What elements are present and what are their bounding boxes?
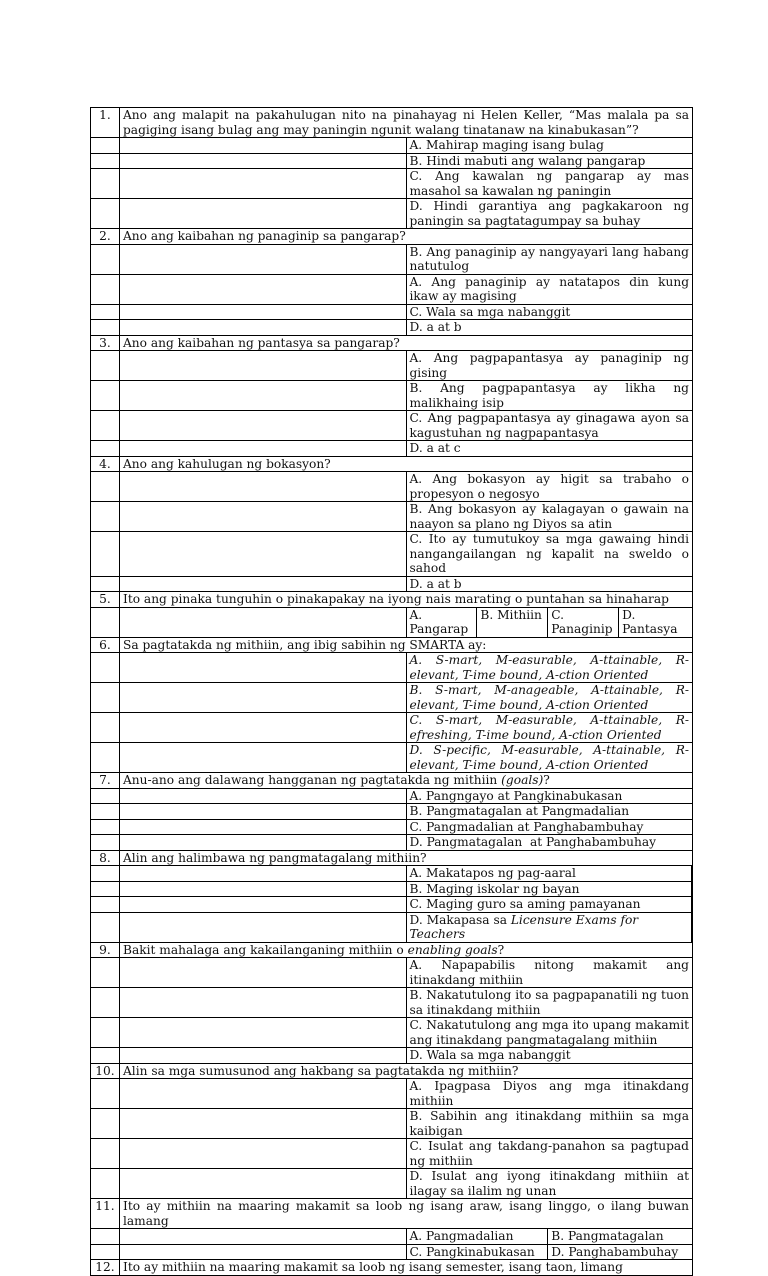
option-a: A. Ipagpasa Diyos ang mga itinakdang mithiin — [406, 1079, 693, 1109]
option-d: D. Panghabambuhay — [547, 1245, 689, 1260]
option-d — [406, 743, 693, 773]
option-b: B. Sabihin ang itinakdang mithiin sa mga kaibigan — [406, 1109, 693, 1139]
option-row — [91, 274, 693, 304]
answer-blank[interactable] — [120, 988, 407, 1018]
question-number: 9. — [91, 942, 120, 958]
answer-blank[interactable] — [120, 244, 407, 274]
question-stem: Ito ay mithiin na maaring makamit sa loob ng isang semester, isang taon, limang — [120, 1260, 693, 1276]
option-c: C. Ang kawalan ng pangarap ay mas masahol sa kawalan ng paningin — [406, 169, 693, 199]
option-row — [91, 381, 693, 411]
question-row — [91, 592, 693, 608]
question-row — [91, 456, 693, 472]
stem-text: Bakit mahalaga ang kakailanganing mithiin o — [123, 942, 408, 957]
option-row — [91, 1139, 693, 1169]
question-row — [91, 335, 693, 351]
option-row — [91, 958, 693, 988]
option-c: C. Wala sa mga nabanggit — [406, 304, 693, 320]
option-d: D. Hindi garantiya ang pagkakaroon ng paningin sa pagtatagumpay sa buhay — [406, 199, 693, 229]
option-row — [91, 866, 693, 882]
option-row — [91, 320, 693, 336]
answer-blank[interactable] — [120, 304, 407, 320]
question-number: 2. — [91, 229, 120, 245]
question-stem: Ano ang kahulugan ng bokasyon? — [120, 456, 693, 472]
question-stem: Sa pagtatakda ng mithiin, ang ibig sabihin ng SMARTA ay: — [120, 637, 693, 653]
answer-blank[interactable] — [120, 320, 407, 336]
option-b: B. Nakatutulong ito sa pagpapanatili ng tuon sa itinakdang mithiin — [406, 988, 693, 1018]
answer-blank[interactable] — [120, 881, 407, 897]
answer-blank[interactable] — [120, 743, 407, 773]
question-row — [91, 1260, 693, 1276]
question-stem — [120, 773, 693, 789]
option-row — [91, 138, 693, 154]
answer-blank[interactable] — [120, 381, 407, 411]
option-c: C. Pangmadalian at Panghabambuhay — [406, 819, 693, 835]
option-row — [91, 153, 693, 169]
option-row — [91, 653, 693, 683]
option-a: A. Napapabilis nitong makamit ang itinakdang mithiin — [406, 958, 693, 988]
answer-blank[interactable] — [120, 1048, 407, 1064]
question-row — [91, 1063, 693, 1079]
question-number: 3. — [91, 335, 120, 351]
option-row — [91, 1244, 693, 1260]
option-b: B. Ang panaginip ay nangyayari lang habang natutulog — [406, 244, 693, 274]
option-c — [406, 713, 693, 743]
answer-blank[interactable] — [120, 351, 407, 381]
option-b-text: B. Maging iskolar ng bayan — [407, 882, 693, 897]
option-row — [91, 881, 693, 897]
option-a — [406, 653, 693, 683]
inline-options — [406, 607, 693, 637]
question-row — [91, 637, 693, 653]
option-a: A. Pangarap — [409, 607, 469, 636]
question-stem: Ano ang malapit na pakahulugan nito na pinahayag ni Helen Keller, “Mas malala pa sa pagiging isang bulag ang may paningin ngunit walang tinatanaw na kinabukasan”? — [120, 108, 693, 138]
answer-blank[interactable] — [120, 683, 407, 713]
option-row — [91, 441, 693, 457]
answer-blank[interactable] — [120, 819, 407, 835]
stem-end: ? — [497, 942, 505, 957]
option-c: C. Isulat ang takdang-panahon sa pagtupad ng mithiin — [406, 1139, 693, 1169]
question-number: 10. — [91, 1063, 120, 1079]
answer-blank[interactable] — [120, 199, 407, 229]
answer-blank[interactable] — [120, 804, 407, 820]
option-row — [91, 304, 693, 320]
option-a-text: A. S-mart, M-easurable, A-ttainable, R-elevant, T-ime bound, A-ction Oriented — [409, 653, 689, 682]
option-a: A. Mahirap maging isang bulag — [406, 138, 693, 154]
option-c-text: C. Maging guro sa aming pamayanan — [407, 897, 693, 912]
question-stem: Ito ay mithiin na maaring makamit sa loob ng isang araw, isang linggo, o ilang buwan lamang — [120, 1199, 693, 1229]
option-b: B. Mithiin — [476, 608, 547, 637]
answer-blank[interactable] — [120, 1139, 407, 1169]
answer-blank[interactable] — [120, 835, 407, 851]
stem-italic: enabling goals — [407, 942, 498, 957]
answer-blank[interactable] — [120, 958, 407, 988]
question-row — [91, 1199, 693, 1229]
option-d-text: D. S-pecific, M-easurable, A-ttainable, R-elevant, T-ime bound, A-ction Oriented — [409, 743, 689, 772]
option-row — [91, 897, 693, 913]
question-number: 12. — [91, 1260, 120, 1276]
option-row — [91, 1169, 693, 1199]
option-row — [91, 199, 693, 229]
question-number: 6. — [91, 637, 120, 653]
question-number: 1. — [91, 108, 120, 138]
option-d: D. Pangmatagalan at Panghabambuhay — [406, 835, 693, 851]
option-c-text: C. S-mart, M-easurable, A-ttainable, R-efreshing, T-ime bound, A-ction Oriented — [409, 713, 689, 742]
question-stem: Alin sa mga sumusunod ang hakbang sa pagtatakda ng mithiin? — [120, 1063, 693, 1079]
option-b — [406, 683, 693, 713]
option-d: D. Pantasya — [618, 608, 689, 637]
answer-blank[interactable] — [120, 576, 407, 592]
option-row — [91, 411, 693, 441]
question-number: 4. — [91, 456, 120, 472]
stem-end: ? — [543, 773, 550, 787]
option-b: B. Ang pagpapantasya ay likha ng malikhaing isip — [406, 381, 693, 411]
option-row — [91, 683, 693, 713]
option-d: D. a at b — [406, 576, 693, 592]
stem-italic: (goals) — [501, 773, 544, 787]
answer-blank[interactable] — [120, 274, 407, 304]
answer-blank[interactable] — [120, 653, 407, 683]
answer-blank[interactable] — [120, 138, 407, 154]
option-d: D. a at c — [406, 441, 693, 457]
option-row — [91, 1079, 693, 1109]
option-row — [91, 835, 693, 851]
question-row — [91, 942, 693, 958]
option-row — [91, 1109, 693, 1139]
option-c: C. Ito ay tumutukoy sa mga gawaing hindi nangangailangan ng kapalit na sweldo o sahod — [406, 532, 693, 577]
option-row — [91, 502, 693, 532]
option-row — [91, 912, 693, 942]
option-row — [91, 788, 693, 804]
question-stem — [120, 942, 693, 958]
answer-blank[interactable] — [120, 169, 407, 199]
option-row — [91, 819, 693, 835]
option-row — [91, 1048, 693, 1064]
option-b: B. Hindi mabuti ang walang pangarap — [406, 153, 693, 169]
question-row — [91, 850, 693, 866]
answer-blank[interactable] — [120, 1244, 407, 1260]
option-row — [91, 988, 693, 1018]
paired-options — [406, 1229, 693, 1245]
option-a: A. Pangngayo at Pangkinabukasan — [406, 788, 693, 804]
answer-blank[interactable] — [120, 1079, 407, 1109]
option-b — [406, 881, 693, 897]
option-a: A. Pangmadalian — [409, 1229, 514, 1243]
option-d: D. Wala sa mga nabanggit — [406, 1048, 693, 1064]
answer-blank[interactable] — [120, 502, 407, 532]
option-b: B. Pangmatagalan at Pangmadalian — [406, 804, 693, 820]
option-d-text — [407, 913, 693, 942]
option-a: A. Ang bokasyon ay higit sa trabaho o propesyon o negosyo — [406, 472, 693, 502]
option-d: D. a at b — [406, 320, 693, 336]
option-b: B. Pangmatagalan — [547, 1229, 689, 1244]
option-b: B. Ang bokasyon ay kalagayan o gawain na naayon sa plano ng Diyos sa atin — [406, 502, 693, 532]
answer-blank[interactable] — [120, 1018, 407, 1048]
answer-blank[interactable] — [120, 897, 407, 913]
quiz-sheet — [90, 107, 693, 1276]
option-row — [91, 804, 693, 820]
option-row — [91, 351, 693, 381]
question-number: 11. — [91, 1199, 120, 1229]
quiz-table — [90, 107, 693, 1276]
answer-blank[interactable] — [120, 411, 407, 441]
answer-blank[interactable] — [120, 153, 407, 169]
paired-options — [406, 1244, 693, 1260]
answer-blank[interactable] — [120, 472, 407, 502]
answer-blank[interactable] — [120, 788, 407, 804]
answer-blank[interactable] — [120, 1229, 407, 1245]
option-row — [91, 472, 693, 502]
option-row — [91, 1229, 693, 1245]
option-row — [91, 713, 693, 743]
option-row — [91, 244, 693, 274]
option-c: C. Panaginip — [547, 608, 618, 637]
question-stem: Ano ang kaibahan ng panaginip sa pangarap? — [120, 229, 693, 245]
option-c: C. Ang pagpapantasya ay ginagawa ayon sa kagustuhan ng nagpapantasya — [406, 411, 693, 441]
stem-text: Anu-ano ang dalawang hangganan ng pagtatakda ng mithiin — [123, 773, 502, 787]
option-a-text: A. Makatapos ng pag-aaral — [407, 866, 693, 881]
question-row — [91, 108, 693, 138]
answer-blank[interactable] — [120, 1169, 407, 1199]
question-number: 5. — [91, 592, 120, 608]
answer-blank[interactable] — [120, 532, 407, 577]
answer-blank[interactable] — [120, 1109, 407, 1139]
answer-blank[interactable] — [120, 912, 407, 942]
option-d: D. Isulat ang iyong itinakdang mithiin at ilagay sa ilalim ng unan — [406, 1169, 693, 1199]
option-row — [91, 607, 693, 637]
option-a: A. Ang pagpapantasya ay panaginip ng gising — [406, 351, 693, 381]
question-number: 7. — [91, 773, 120, 789]
option-row — [91, 169, 693, 199]
option-d — [406, 912, 693, 942]
option-a: A. Ang panaginip ay natatapos din kung ikaw ay magising — [406, 274, 693, 304]
option-c — [406, 897, 693, 913]
question-row — [91, 773, 693, 789]
question-stem: Ano ang kaibahan ng pantasya sa pangarap? — [120, 335, 693, 351]
option-a — [406, 866, 693, 882]
option-d-main: D. Makapasa sa — [409, 912, 511, 927]
question-row — [91, 229, 693, 245]
answer-blank[interactable] — [120, 866, 407, 882]
option-row — [91, 576, 693, 592]
answer-blank[interactable] — [120, 713, 407, 743]
option-row — [91, 1018, 693, 1048]
option-c: C. Nakatutulong ang mga ito upang makamit ang itinakdang pangmatagalang mithiin — [406, 1018, 693, 1048]
option-row — [91, 532, 693, 577]
answer-blank[interactable] — [120, 607, 407, 637]
answer-blank[interactable] — [120, 441, 407, 457]
question-number: 8. — [91, 850, 120, 866]
option-row — [91, 743, 693, 773]
option-b-text: B. S-mart, M-anageable, A-ttainable, R-elevant, T-ime bound, A-ction Oriented — [409, 683, 689, 712]
question-stem: Ito ang pinaka tunguhin o pinakapakay na iyong nais marating o puntahan sa hinaharap — [120, 592, 693, 608]
option-c: C. Pangkinabukasan — [409, 1244, 535, 1259]
option-d-italic: Licensure Exams for Teachers — [409, 912, 639, 941]
question-stem: Alin ang halimbawa ng pangmatagalang mithiin? — [120, 850, 693, 866]
